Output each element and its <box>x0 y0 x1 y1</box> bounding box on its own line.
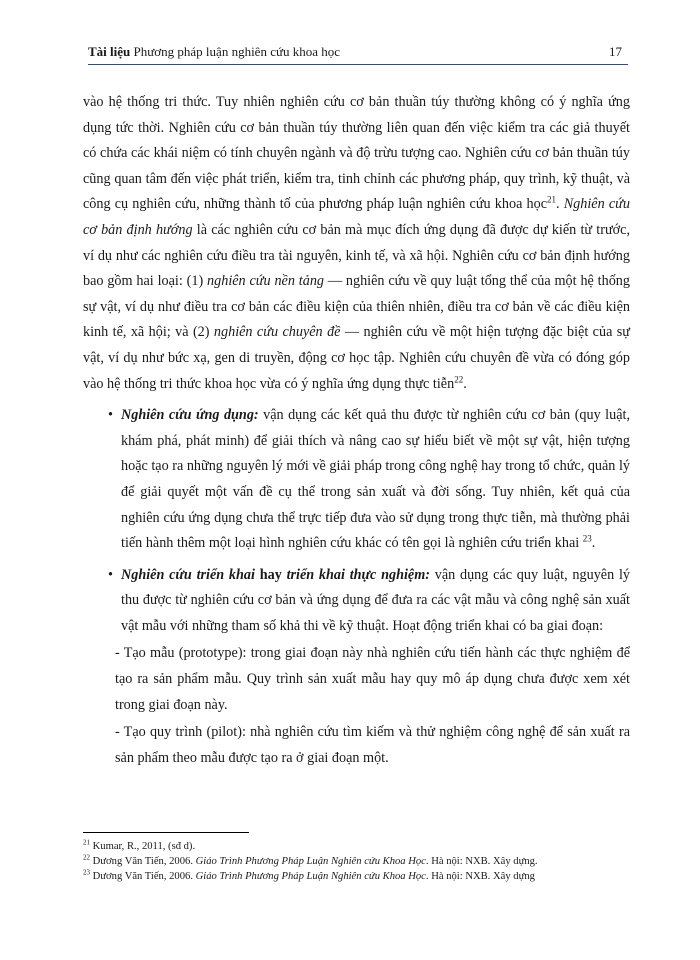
footnote-ref-21[interactable]: 21 <box>547 194 557 205</box>
footnote-text: Dương Văn Tiến, 2006. <box>90 856 196 867</box>
bullet-label: Nghiên cứu triển khai <box>121 566 255 583</box>
footnote-book-title: Giáo Trình Phương Pháp Luận Nghiên cứu Khoa Học <box>195 856 426 867</box>
text-run: vào hệ thống tri thức. Tuy nhiên nghiên cứu cơ bản thuần túy thường không có ý nghĩa ứng dụng tức thời. Nghiên cứu cơ bản thuần túy thường liên quan đến việc kiểm tra các giả thuyết có chứa các khái niệm có tính chuyên ngành và độ trừu tượng cao. Nghiên cứu cơ bản thuần túy cũng quan tâm đến việc phát triển, kiểm tra, tinh chỉnh các phương pháp, quy trình, kỹ thuật, và công cụ nghiên cứu, những thành tố của phương pháp luận nghiên cứu khoa học <box>83 94 630 213</box>
text-run: — nghiên cứu về một hiện tượng đặc biệt của sự vật, ví dụ như bức xạ, gen di truyền, động cơ học tập. Nghiên cứu chuyên đề vừa có đóng góp vào hệ thống tri thức khoa học vừa có ý nghĩa ứng dụng thực tiễn <box>83 324 631 392</box>
footnote-number: 22 <box>83 853 90 862</box>
text-run: — nghiên cứu về quy luật tổng thể của một hệ thống sự vật, ví dụ như điều tra cơ bản các điều kiện của thiên nhiên, điều tra cơ bản về các điều kiện kinh tế, xã hội; và (2) <box>83 273 630 341</box>
footnote-23 <box>83 869 643 884</box>
dash-item-prototype: - Tạo mẫu (prototype): trong giai đoạn này nhà nghiên cứu tiến hành các thực nghiệm để tạo ra sản phẩm mẫu. Quy trình sản xuất mẫu hay quy mô áp dụng chưa được xem xét trong giai đoạn này. <box>115 645 630 713</box>
footnote-ref-23[interactable]: 23 <box>582 533 592 544</box>
footnotes <box>83 839 643 884</box>
text-run: vận dụng các kết quả thu được từ nghiên cứu cơ bản (quy luật, khám phá, phát minh) để giải thích và nâng cao sự hiểu biết về một sự vật, hiện tượng hoặc tạo ra những nguyên lý mới về giải pháp trong công nghệ hay trong tổ chức, quản lý để giải quyết một vấn đề cụ thể trong sản xuất và đời sống. Tuy nhiên, kết quả của nghiên cứu ứng dụng chưa thể trực tiếp đưa vào sử dụng trong thực tiễn, mà thường phải tiến hành thêm một loại hình nghiên cứu khác có tên gọi là nghiên cứu triển khai <box>121 407 630 552</box>
italic-term: nghiên cứu nền tảng <box>207 273 325 290</box>
footnote-number: 23 <box>83 868 90 877</box>
footnote-text: . Hà nội: NXB. Xây dựng <box>425 871 535 882</box>
footnote-21 <box>83 839 643 854</box>
document-title-bold: Tài liệu <box>88 44 131 59</box>
bullet-label: Nghiên cứu ứng dụng: <box>121 407 259 424</box>
bullet-development-research <box>83 563 630 640</box>
text-run: . <box>463 375 467 392</box>
text-run: là các nghiên cứu cơ bản mà mục đích ứng dụng đã được dự kiến từ trước, ví dụ như các nghiên cứu điều tra tài nguyên, kinh tế, và xã hội. Nghiên cứu cơ bản định hướng bao gồm hai loại: (1) <box>83 221 630 290</box>
page-header <box>88 40 628 62</box>
footnote-text: Kumar, R., 2011, (sđ d). <box>90 841 196 852</box>
footnote-22 <box>83 854 643 869</box>
bullet-label: triển khai thực nghiệm: <box>286 566 430 583</box>
bullet-icon: • <box>108 566 113 583</box>
bullet-label-connector: hay <box>254 566 287 583</box>
paragraph-basic-research <box>83 90 630 397</box>
header-divider <box>88 64 628 65</box>
dash-item-pilot: - Tạo quy trình (pilot): nhà nghiên cứu tìm kiếm và thử nghiệm công nghệ để sản xuất ra sản phẩm theo mẫu được tạo ra ở giai đoạn một. <box>115 724 630 766</box>
document-title-rest: Phương pháp luận nghiên cứu khoa học <box>130 44 341 59</box>
text-run: . <box>591 535 596 552</box>
italic-term: Nghiên cứu cơ bản định hướng <box>83 196 630 238</box>
text-run: vận dụng các quy luật, nguyên lý thu được từ nghiên cứu cơ bản và ứng dụng để đưa ra các vật mẫu và công nghệ sản xuất vật mẫu với những tham số khả thi về kỹ thuật. Hoạt động triển khai có ba giai đoạn: <box>121 566 630 634</box>
footnote-number: 21 <box>83 838 90 847</box>
page-number: 17 <box>609 44 622 59</box>
footnote-text: Dương Văn Tiến, 2006. <box>90 871 196 882</box>
italic-term: nghiên cứu chuyên đề <box>213 324 341 341</box>
footnote-text: . Hà nội: NXB. Xây dựng. <box>425 856 538 867</box>
document-title <box>88 44 340 60</box>
page-body <box>83 90 630 771</box>
text-run: . <box>556 196 564 213</box>
footnote-book-title: Giáo Trình Phương Pháp Luận Nghiên cứu Khoa Học <box>195 871 426 882</box>
bullet-icon: • <box>108 407 113 424</box>
bullet-applied-research <box>83 403 630 557</box>
footnote-ref-22[interactable]: 22 <box>454 373 464 384</box>
footnote-divider <box>83 832 249 833</box>
